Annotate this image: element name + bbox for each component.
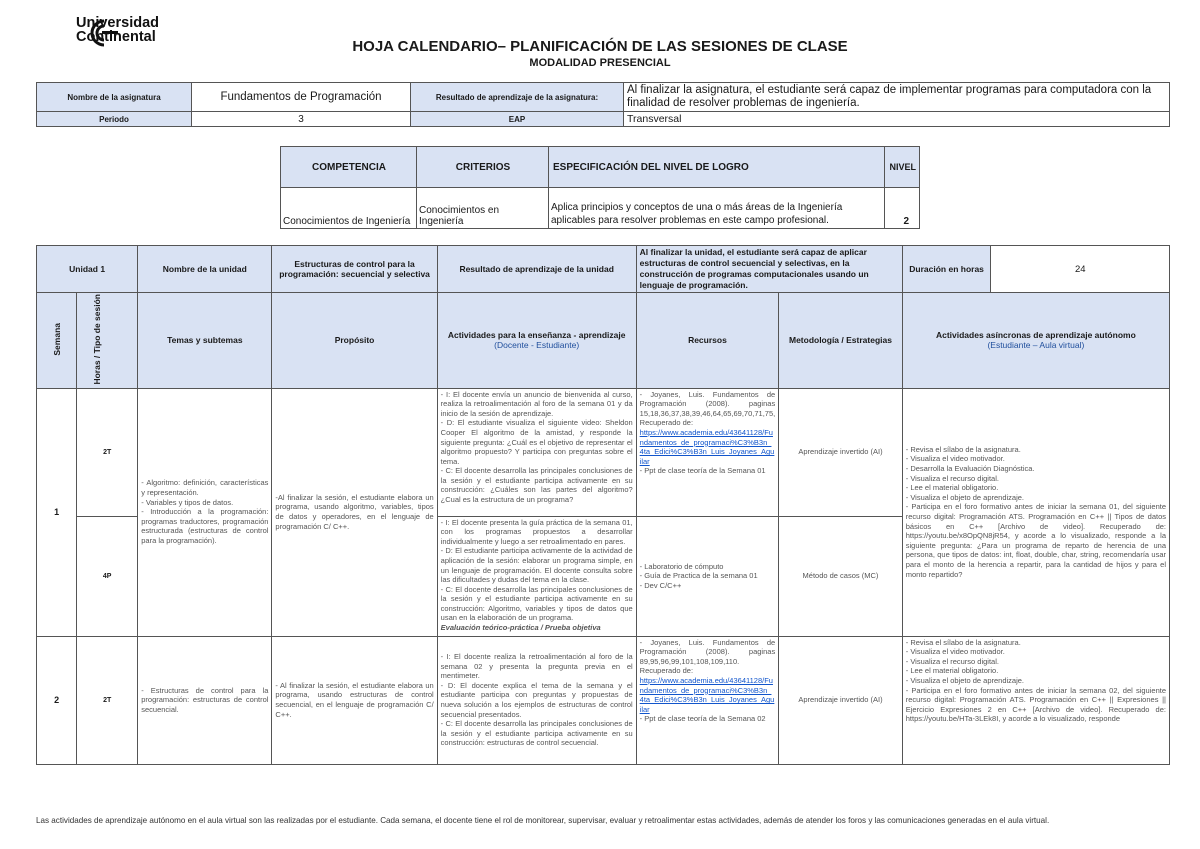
week-2-hours: 2T — [77, 636, 138, 764]
activity-item: - D: El estudiante participa activamente de la actividad de aplicación de la sesión: elaborar un programa simple, en un lenguaje de programación. El docente consulta sobre las dificultades y dudas del tema en la clase. — [440, 546, 633, 585]
activities-header-sub: (Docente - Estudiante) — [494, 340, 580, 351]
week-1-hours-b: 4P — [77, 516, 138, 636]
async-item: - Visualiza el video motivador. — [905, 647, 1005, 657]
sessions-table — [36, 245, 1170, 765]
week-2-purpose: - Al finalizar la sesión, el estudiante elabora un programa, usando estructuras de control secuencial, en el lenguaje de programación C/ C++. — [272, 636, 437, 764]
level-value: 2 — [885, 188, 920, 229]
week-1-activities-a — [437, 388, 636, 516]
resource-ppt: - Ppt de clase teoría de la Semana 01 — [639, 466, 766, 476]
activity-item: - I: El docente presenta la guía práctica de la semana 01, con los programas propuestos a desarrollar individualmente y luego a ser retroalimentado en pares. — [440, 517, 633, 546]
week-1-topics — [138, 388, 272, 636]
week-2-method: Aprendizaje invertido (AI) — [779, 636, 903, 764]
week-2-activities — [437, 636, 636, 764]
resource-text: - Joyanes, Luis. Fundamentos de Programación (2008). paginas 15,18,36,37,38,39,46,64,65,69,70,71,75, Recuperado de: — [639, 389, 776, 428]
async-item: - Participa en el foro formativo antes de iniciar la semana 01, del siguiente recurso digital: Programación ATS. Programación en C++ || Tipos de datos básicos en C++ [Archivo de video]. Recuperado de: https://youtu.be/x8OpQN8jR54, y acorde a lo visualizado, responde a la siguiente pregunta: ¿Para un programa de reparto de herencia de una persona, que tipos de datos: int, float, double, char, string, recomendaría usar para el monto de la herencia a repartir, para la cantidad de hijos y para el monto repartido? — [905, 502, 1166, 579]
activity-item: - I: El docente envía un anuncio de bienvenida al curso, realiza la retroalimentación al foro de la semana 01 y da inicio de la sesión de aprendizaje. — [440, 389, 633, 418]
async-header-text: Actividades asíncronas de aprendizaje autónomo — [935, 330, 1136, 341]
resource-ppt: - Ppt de clase teoría de la Semana 02 — [639, 714, 766, 724]
resource-link[interactable]: https://www.academia.edu/43641128/Fundamentos_de_programaci%C3%B3n_4ta_Edici%C3%B3n_Luis_Joyanes_Aguilar — [639, 427, 775, 466]
page-title: HOJA CALENDARIO– PLANIFICACIÓN DE LAS SESIONES DE CLASE — [352, 38, 848, 55]
course-label: Nombre de la asignatura — [37, 83, 192, 112]
result-value: Al finalizar la asignatura, el estudiante será capaz de implementar programas para computadora con la finalidad de resolver problemas de ingeniería. — [624, 83, 1170, 112]
period-value: 3 — [192, 112, 411, 127]
course-value: Fundamentos de Programación — [192, 83, 411, 112]
async-item: - Visualiza el video motivador. — [905, 454, 1005, 464]
async-header — [902, 293, 1169, 389]
week-1-purpose: -Al finalizar la sesión, el estudiante elabora un programa, usando algoritmo, variables, tipos de datos y operadores, en el lenguaje de programación C/ C++. — [272, 388, 437, 636]
week-2-topics: - Estructuras de control para la programación: estructuras de control secuencial. — [138, 636, 272, 764]
async-item: - Desarrolla la Evaluación Diagnóstica. — [905, 464, 1035, 474]
method-header: Metodología / Estrategias — [779, 293, 903, 389]
level-spec-value: Aplica principios y conceptos de una o más áreas de la Ingeniería aplicables para resolver problemas en este campo profesional. — [549, 188, 885, 229]
week-2-async — [902, 636, 1169, 764]
level-spec-header: ESPECIFICACIÓN DEL NIVEL DE LOGRO — [549, 147, 885, 188]
week-1-resources-b — [636, 516, 779, 636]
criteria-value: Conocimientos en Ingeniería — [417, 188, 549, 229]
unit-result-label: Resultado de aprendizaje de la unidad — [437, 246, 636, 293]
resource-item: - Guía de Practica de la semana 01 — [639, 571, 758, 581]
async-item: - Lee el material obligatorio. — [905, 483, 999, 493]
week-1-method-a: Aprendizaje invertido (AI) — [779, 388, 903, 516]
week-1-activities-b — [437, 516, 636, 636]
async-item: - Lee el material obligatorio. — [905, 666, 999, 676]
week-1-resources-a — [636, 388, 779, 516]
evaluation-label: Evaluación teórico-práctica / Prueba objetiva — [440, 623, 601, 633]
competence-table — [280, 146, 920, 229]
week-header — [37, 293, 77, 389]
async-item: - Visualiza el objeto de aprendizaje. — [905, 492, 1025, 502]
activity-item: - C: El docente desarrolla las principales conclusiones de la sesión y el estudiante participa activamente en su construcción: Algoritmo, variables y tipos de datos que usan en la elaboración de un programa. — [440, 584, 633, 623]
week-1-hours-a: 2T — [77, 388, 138, 516]
week-1-async — [902, 388, 1169, 636]
resource-text: - Joyanes, Luis. Fundamentos de Programación (2008). paginas 89,95,96,99,101,108,109,110. Recuperado de: — [639, 637, 776, 676]
async-header-sub: (Estudiante – Aula virtual) — [987, 340, 1085, 351]
week-1-number: 1 — [37, 388, 77, 636]
async-item: - Revisa el sílabo de la asignatura. — [905, 444, 1021, 454]
resource-item: - Dev C/C++ — [639, 580, 682, 590]
competence-header: COMPETENCIA — [281, 147, 417, 188]
duration-value: 24 — [991, 246, 1170, 293]
week-2-resources — [636, 636, 779, 764]
topics-header: Temas y subtemas — [138, 293, 272, 389]
level-header: NIVEL — [885, 147, 920, 188]
activity-item: - D: El estudiante visualiza el siguiente video: Sheldon Cooper El algoritmo de la amistad, y responde la siguiente pregunta: ¿Cuál es el objetivo de representar el algoritmo propuesto? Y participa con preguntas sobre el tema. — [440, 418, 633, 466]
activities-header — [437, 293, 636, 389]
resource-link[interactable]: https://www.academia.edu/43641128/Fundamentos_de_programaci%C3%B3n_4ta_Edici%C3%B3n_Luis_Joyanes_Aguilar — [639, 675, 775, 714]
async-item: - Visualiza el recurso digital. — [905, 656, 999, 666]
unit-label: Unidad 1 — [37, 246, 138, 293]
async-item: - Participa en el foro formativo antes de iniciar la semana 02, del siguiente recurso digital: Programación ATS. Programación en C++ || Expresiones || Ejercicio Expresiones 2 en C++ [Archivo de video]. Recuperado de: https://youtu.be/HTa-3LEk8I, y acorde a lo visualizado, responde — [905, 685, 1166, 724]
unit-name-label: Nombre de la unidad — [138, 246, 272, 293]
activity-item: - C: El docente desarrolla las principales conclusiones de la sesión y el estudiante participa activamente en su construcción: ¿Cuáles son las partes del algoritmo? ¿Cual es la estructura de un programa? — [440, 466, 633, 505]
resource-item: - Laboratorio de cómputo — [639, 561, 724, 571]
competence-value: Conocimientos de Ingeniería — [281, 188, 417, 229]
purpose-header: Propósito — [272, 293, 437, 389]
week-1-method-b: Método de casos (MC) — [779, 516, 903, 636]
logo-line1: Universidad — [76, 15, 159, 31]
topic-item: - Algoritmo: definición, características y representación. — [141, 478, 269, 498]
criteria-header: CRITERIOS — [417, 147, 549, 188]
footer-note: Las actividades de aprendizaje autónomo en el aula virtual son las realizadas por el estudiante. Cada semana, el docente tiene el rol de monitorear, supervisar, evaluar y retroalimentar estas actividades, además de atender los foros y las comunicaciones generadas en el aula virtual. — [36, 816, 1050, 825]
async-item: - Revisa el sílabo de la asignatura. — [905, 637, 1021, 647]
unit-result-value: Al finalizar la unidad, el estudiante será capaz de aplicar estructuras de control secuencial y selectivas, en la construcción de programas computacionales usando un lenguaje de programación. — [636, 246, 902, 293]
week-header-text: Semana — [51, 322, 62, 356]
async-item: - Visualiza el objeto de aprendizaje. — [905, 675, 1025, 685]
period-label: Periodo — [37, 112, 192, 127]
week-2-number: 2 — [37, 636, 77, 764]
logo-line2: Continental — [76, 29, 156, 45]
course-info-table — [36, 82, 1170, 127]
resources-header: Recursos — [636, 293, 779, 389]
hours-header-text: Horas / Tipo de sesión — [92, 294, 103, 385]
topic-item: - Variables y tipos de datos. — [141, 497, 234, 507]
topic-item: - Introducción a la programación: programas traductores, programación estructurada (estructuras de control para la programación). — [141, 507, 269, 546]
async-item: - Visualiza el recurso digital. — [905, 473, 999, 483]
page-subtitle: MODALIDAD PRESENCIAL — [529, 57, 671, 69]
hours-header — [77, 293, 138, 389]
activity-item: - I: El docente realiza la retroalimentación al foro de la semana 02 y presenta la pregunta previa en el mentimeter. — [440, 652, 633, 681]
eap-label: EAP — [411, 112, 624, 127]
activity-item: - D: El docente explica el tema de la semana y el estudiante participa con preguntas y propuestas de nueva solución a los ejemplos de estructuras de control secuencial presentados. — [440, 680, 633, 719]
activity-item: - C: El docente desarrolla las principales conclusiones de la sesión y el estudiante participa activamente en su construcción: estructuras de control secuencial. — [440, 719, 633, 748]
unit-name-value: Estructuras de control para la programación: secuencial y selectiva — [272, 246, 437, 293]
duration-label: Duración en horas — [902, 246, 991, 293]
eap-value: Transversal — [624, 112, 1170, 127]
result-label: Resultado de aprendizaje de la asignatura: — [411, 83, 624, 112]
activities-header-text: Actividades para la enseñanza - aprendizaje — [447, 330, 626, 341]
